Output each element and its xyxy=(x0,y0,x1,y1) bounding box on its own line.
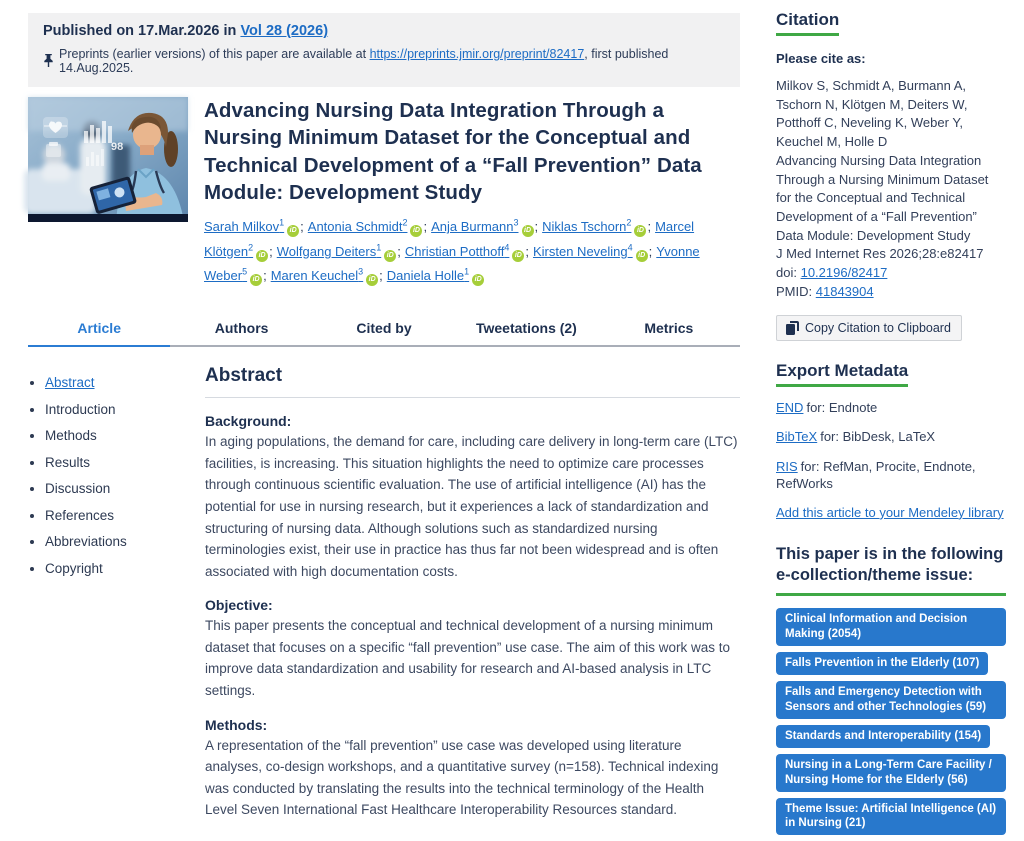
toc-item-methods[interactable]: • Methods xyxy=(45,428,205,443)
end-link[interactable]: END xyxy=(776,399,804,415)
export-end: END for: Endnote xyxy=(776,399,878,415)
copy-icon xyxy=(786,321,799,335)
collection-badge[interactable]: Falls and Emergency Detection with Sensors and other Technologies (59) xyxy=(776,681,1006,719)
orcid-icon[interactable]: iD xyxy=(250,274,262,286)
content-row xyxy=(28,365,740,821)
citation-text xyxy=(776,77,1006,302)
toc-item-abbreviations[interactable]: • Abbreviations xyxy=(45,534,205,549)
tab-bar xyxy=(28,312,740,347)
abstract-objective xyxy=(205,597,740,701)
main-column xyxy=(28,13,740,841)
nurse-tablet-illustration xyxy=(28,97,188,222)
collection-badge[interactable]: Theme Issue: Artificial Intelligence (AI) in Nursing (21) xyxy=(776,798,1006,836)
section-label: Objective: xyxy=(205,597,273,614)
abstract-background xyxy=(205,413,740,582)
orcid-icon[interactable]: iD xyxy=(634,225,646,237)
article-thumbnail-image xyxy=(28,97,188,222)
toc-item-results[interactable]: • Results xyxy=(45,455,205,470)
author: Anja Burmann$^3$iD ; xyxy=(431,219,542,234)
author-link[interactable]: Anja Burmann$^3$ xyxy=(431,218,519,235)
published-text: Published on 17.Mar.2026 in xyxy=(43,23,237,39)
author-link[interactable]: Daniela Holle$^1$ xyxy=(386,266,470,284)
author-link[interactable]: Marcel Klötgen$^2$ xyxy=(204,219,695,259)
tab-metrics[interactable]: Metrics xyxy=(644,320,694,337)
abstract-section xyxy=(205,365,740,821)
cite-as-label: Please cite as: xyxy=(776,51,866,66)
export-metadata-heading: Export Metadata xyxy=(776,361,1006,387)
orcid-icon[interactable]: iD xyxy=(410,225,422,237)
bibtex-link[interactable]: BibTeX xyxy=(776,429,818,445)
author: Antonia Schmidt$^2$iD ; xyxy=(308,219,431,234)
toc-item-copyright[interactable]: • Copyright xyxy=(45,561,205,576)
svg-text:98: 98 xyxy=(111,141,124,153)
orcid-icon[interactable]: iD xyxy=(384,250,396,262)
ris-link[interactable]: RIS xyxy=(776,458,798,474)
author-link[interactable]: Antonia Schmidt$^2$ xyxy=(307,218,408,235)
mendeley-link[interactable]: Add this article to your Mendeley library xyxy=(776,504,1004,520)
pushpin-icon xyxy=(43,54,54,67)
collection-badges xyxy=(776,608,1006,835)
orcid-icon[interactable]: iD xyxy=(256,250,268,262)
author-link[interactable]: Kirsten Neveling$^4$ xyxy=(532,242,633,259)
title-block xyxy=(204,97,740,288)
author: Sarah Milkov$^1$iD ; xyxy=(204,219,308,234)
author: Wolfgang Deiters$^1$iD ; xyxy=(277,244,405,259)
export-bibtex: BibTeX for: BibDesk, LaTeX xyxy=(776,429,936,445)
preprint-link[interactable]: https://preprints.jmir.org/preprint/82417 xyxy=(369,47,585,61)
tab-tweetations[interactable]: Tweetations (2) xyxy=(475,320,577,337)
author: Marcel Klötgen$^2$iD ; xyxy=(204,219,694,258)
export-ris: RIS for: RefMan, Procite, Endnote, RefWorks xyxy=(776,458,976,492)
orcid-icon[interactable]: iD xyxy=(512,250,524,262)
orcid-icon[interactable]: iD xyxy=(366,274,378,286)
doi-link[interactable]: 10.2196/82417 xyxy=(800,265,888,281)
author: Maren Keuchel$^3$iD ; xyxy=(271,268,387,283)
abstract-methods xyxy=(205,717,740,821)
citation-pmid: PMID: 41843904 xyxy=(776,283,874,299)
collection-badge[interactable]: Falls Prevention in the Elderly (107) xyxy=(776,652,988,675)
abstract-heading: Abstract xyxy=(205,365,740,398)
article-title: Advancing Nursing Data Integration Through a Nursing Minimum Dataset for the Conceptual and Technical Development of a “Fall Prevention” Data Module: Development Study xyxy=(204,99,702,204)
preprint-line xyxy=(43,47,725,75)
citation-authors: Milkov S, Schmidt A, Burmann A, Tschorn N, Klötgen M, Deiters W, Potthoff C, Neveling K, Weber Y, Keuchel M, Holle D xyxy=(776,78,968,150)
published-line xyxy=(43,23,725,39)
citation-title: Advancing Nursing Data Integration Through a Nursing Minimum Dataset for the Conceptual and Technical Development of a “Fall Prevention” Data Module: Development Study xyxy=(776,152,989,243)
orcid-icon[interactable]: iD xyxy=(522,225,534,237)
section-label: Background: xyxy=(205,413,292,430)
collection-badge[interactable]: Standards and Interoperability (154) xyxy=(776,725,990,748)
author: Niklas Tschorn$^2$iD ; xyxy=(542,219,655,234)
toc-item-references[interactable]: • References xyxy=(45,508,205,523)
toc-item-introduction[interactable]: • Introduction xyxy=(45,402,205,417)
citation-journal: J Med Internet Res 2026;28:e82417 xyxy=(776,246,984,262)
author: Christian Potthoff$^4$iD ; xyxy=(405,244,533,259)
citation-heading: Citation xyxy=(776,10,1006,36)
author-link[interactable]: Christian Potthoff$^4$ xyxy=(404,242,510,259)
pmid-link[interactable]: 41843904 xyxy=(815,283,874,299)
orcid-icon[interactable]: iD xyxy=(472,274,484,286)
tab-authors[interactable]: Authors xyxy=(214,320,269,337)
orcid-icon[interactable]: iD xyxy=(287,225,299,237)
toc-item-discussion[interactable]: • Discussion xyxy=(45,481,205,496)
section-text: A representation of the “fall prevention” use case was developed using literature analyses, co-design workshops, and a quantitative survey (n=158). Technical indexing was conducted by translating the results into the technical terminology of the Health Level Seven International Fast Healthcare Interoperability Resources standard. xyxy=(205,737,719,818)
collections-heading: This paper is in the following e-collection/theme issue: xyxy=(776,544,1006,596)
collection-badge[interactable]: Clinical Information and Decision Making (2054) xyxy=(776,608,1006,646)
copy-citation-button[interactable]: Copy Citation to Clipboard xyxy=(776,315,962,341)
article-header xyxy=(28,97,740,288)
author xyxy=(387,268,484,283)
collection-badge[interactable]: Nursing in a Long-Term Care Facility / Nursing Home for the Elderly (56) xyxy=(776,754,1006,792)
right-sidebar xyxy=(776,10,1006,841)
table-of-contents xyxy=(28,365,205,821)
toc-item-abstract: • Abstract xyxy=(45,375,205,390)
section-label: Methods: xyxy=(205,716,268,733)
author-link[interactable]: Maren Keuchel$^3$ xyxy=(270,266,364,284)
orcid-icon[interactable]: iD xyxy=(636,250,648,262)
tab-article[interactable]: Article xyxy=(28,312,170,347)
author-link[interactable]: Wolfgang Deiters$^1$ xyxy=(276,242,382,259)
preprint-text: Preprints (earlier versions) of this paper are available at https://preprints.jmir.org/preprint/82417, first published 14.Aug.2025. xyxy=(59,47,669,75)
author-link[interactable]: Niklas Tschorn$^2$ xyxy=(542,218,632,235)
author-link[interactable]: Sarah Milkov$^1$ xyxy=(204,218,285,235)
section-text: This paper presents the conceptual and technical development of a nursing minimum dataset that focuses on a specific “fall prevention” use case. The aim of this work was to improve data standardization and usability for research and AI-based analysis in LTC settings. xyxy=(205,618,731,699)
tab-cited-by[interactable]: Cited by xyxy=(356,320,412,337)
citation-doi: doi: 10.2196/82417 xyxy=(776,265,888,281)
volume-link[interactable]: Vol 28 (2026) xyxy=(240,23,329,39)
author: Yvonne Weber$^5$iD ; xyxy=(204,244,700,283)
section-text: In aging populations, the demand for care, including care delivery in long-term care (LTC) facilities, is increasing. This situation highlights the need to optimize care processes through continuous scientific evaluation. The use of artificial intelligence (AI) has the potential for use in nursing research, but it experiences a lack of standardization and structuring of nursing data. Although solutions such as standardized nursing terminologies exist, their use in practice has thus far not been widespread and is often associated with high documentation costs. xyxy=(205,434,738,579)
publication-info-box xyxy=(28,13,740,87)
authors-list xyxy=(204,215,740,288)
author: Kirsten Neveling$^4$iD ; xyxy=(533,244,656,259)
author-link[interactable]: Yvonne Weber$^5$ xyxy=(204,243,700,284)
